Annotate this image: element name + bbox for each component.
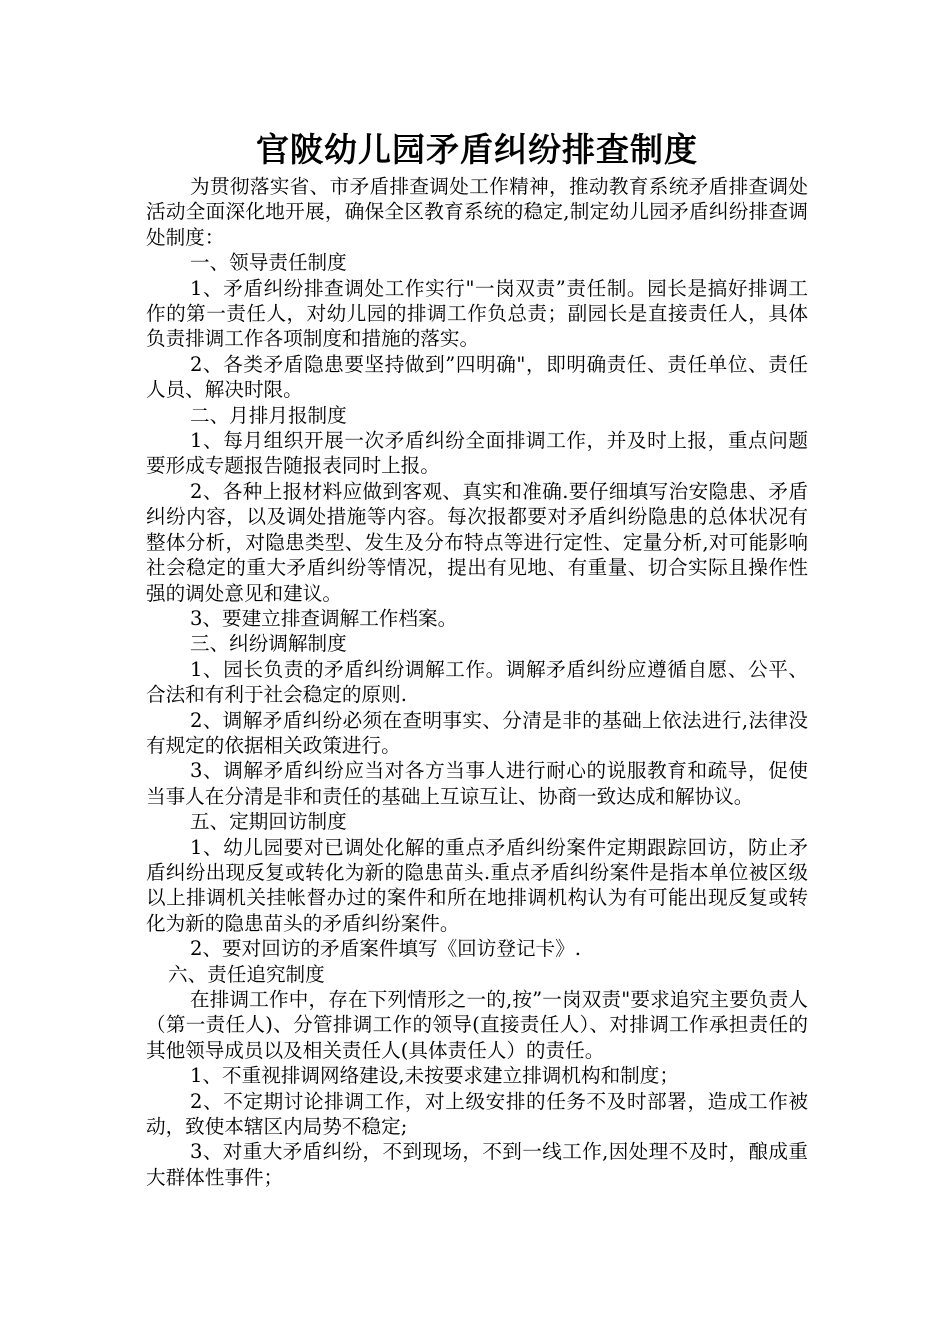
paragraph: 1、矛盾纠纷排查调处工作实行"一岗双责”责任制。园长是搞好排调工作的第一责任人，对幼儿园的排调工作负总责；副园长是直接责任人，具体负责排调工作各项制度和措施的落实。 <box>146 276 808 351</box>
paragraph: 2、调解矛盾纠纷必须在查明事实、分清是非的基础上依法进行,法律没有规定的依据相关政策进行。 <box>146 708 808 757</box>
paragraph: 3、对重大矛盾纠纷，不到现场，不到一线工作,因处理不及时，酿成重大群体性事件； <box>146 1140 808 1189</box>
paragraph: 3、调解矛盾纠纷应当对各方当事人进行耐心的说服教育和疏导，促使当事人在分清是非和责任的基础上互谅互让、协商一致达成和解协议。 <box>146 759 808 808</box>
paragraph: 三、纠纷调解制度 <box>190 632 347 656</box>
paragraph: 为贯彻落实省、市矛盾排查调处工作精神，推动教育系统矛盾排查调处活动全面深化地开展，确保全区教育系统的稳定,制定幼儿园矛盾纠纷排查调处制度： <box>146 175 808 249</box>
paragraph: 1、不重视排调网络建设,未按要求建立排调机构和制度； <box>190 1064 679 1088</box>
paragraph: 3、要建立排查调解工作档案。 <box>190 606 458 630</box>
paragraph: 一、领导责任制度 <box>190 251 347 275</box>
paragraph: 1、幼儿园要对已调处化解的重点矛盾纠纷案件定期跟踪回访，防止矛盾纠纷出现反复或转化为新的隐患苗头.重点矛盾纠纷案件是指本单位被区级以上排调机关挂帐督办过的案件和所在地排调机构认为有可能出现反复或转化为新的隐患苗头的矛盾纠纷案件。 <box>146 835 808 935</box>
paragraph: 二、月排月报制度 <box>190 403 347 427</box>
paragraph: 1、园长负责的矛盾纠纷调解工作。调解矛盾纠纷应遵循自愿、公平、合法和有利于社会稳定的原则. <box>146 657 808 707</box>
paragraph: 六、责任追究制度 <box>168 962 325 986</box>
paragraph: 1、每月组织开展一次矛盾纠纷全面排调工作，并及时上报，重点问题要形成专题报告随报表同时上报。 <box>146 429 808 478</box>
document-body <box>146 174 808 1190</box>
paragraph: 五、定期回访制度 <box>190 810 347 834</box>
paragraph: 2、各种上报材料应做到客观、真实和准确.要仔细填写治安隐患、矛盾纠纷内容，以及调处措施等内容。每次报都要对矛盾纠纷隐患的总体状况有整体分析，对隐患类型、发生及分布特点等进行定性、定量分析,对可能影响社会稳定的重大矛盾纠纷等情况，提出有见地、有重量、切合实际且操作性强的调处意见和建议。 <box>146 479 808 605</box>
paragraph: 2、不定期讨论排调工作，对上级安排的任务不及时部署，造成工作被动，致使本辖区内局势不稳定; <box>146 1089 808 1139</box>
paragraph: 2、各类矛盾隐患要坚持做到”四明确"，即明确责任、责任单位、责任人员、解决时限。 <box>146 352 808 402</box>
document-title: 官陂幼儿园矛盾纠纷排查制度 <box>256 130 698 169</box>
document-page <box>146 128 808 1190</box>
paragraph: 在排调工作中，存在下列情形之一的,按”一岗双责"要求追究主要负责人（第一责任人)、分管排调工作的领导(直接责任人）、对排调工作承担责任的其他领导成员以及相关责任人(具体责任人）的责任。 <box>146 988 808 1062</box>
paragraph: 2、要对回访的矛盾案件填写《回访登记卡》. <box>190 937 581 961</box>
